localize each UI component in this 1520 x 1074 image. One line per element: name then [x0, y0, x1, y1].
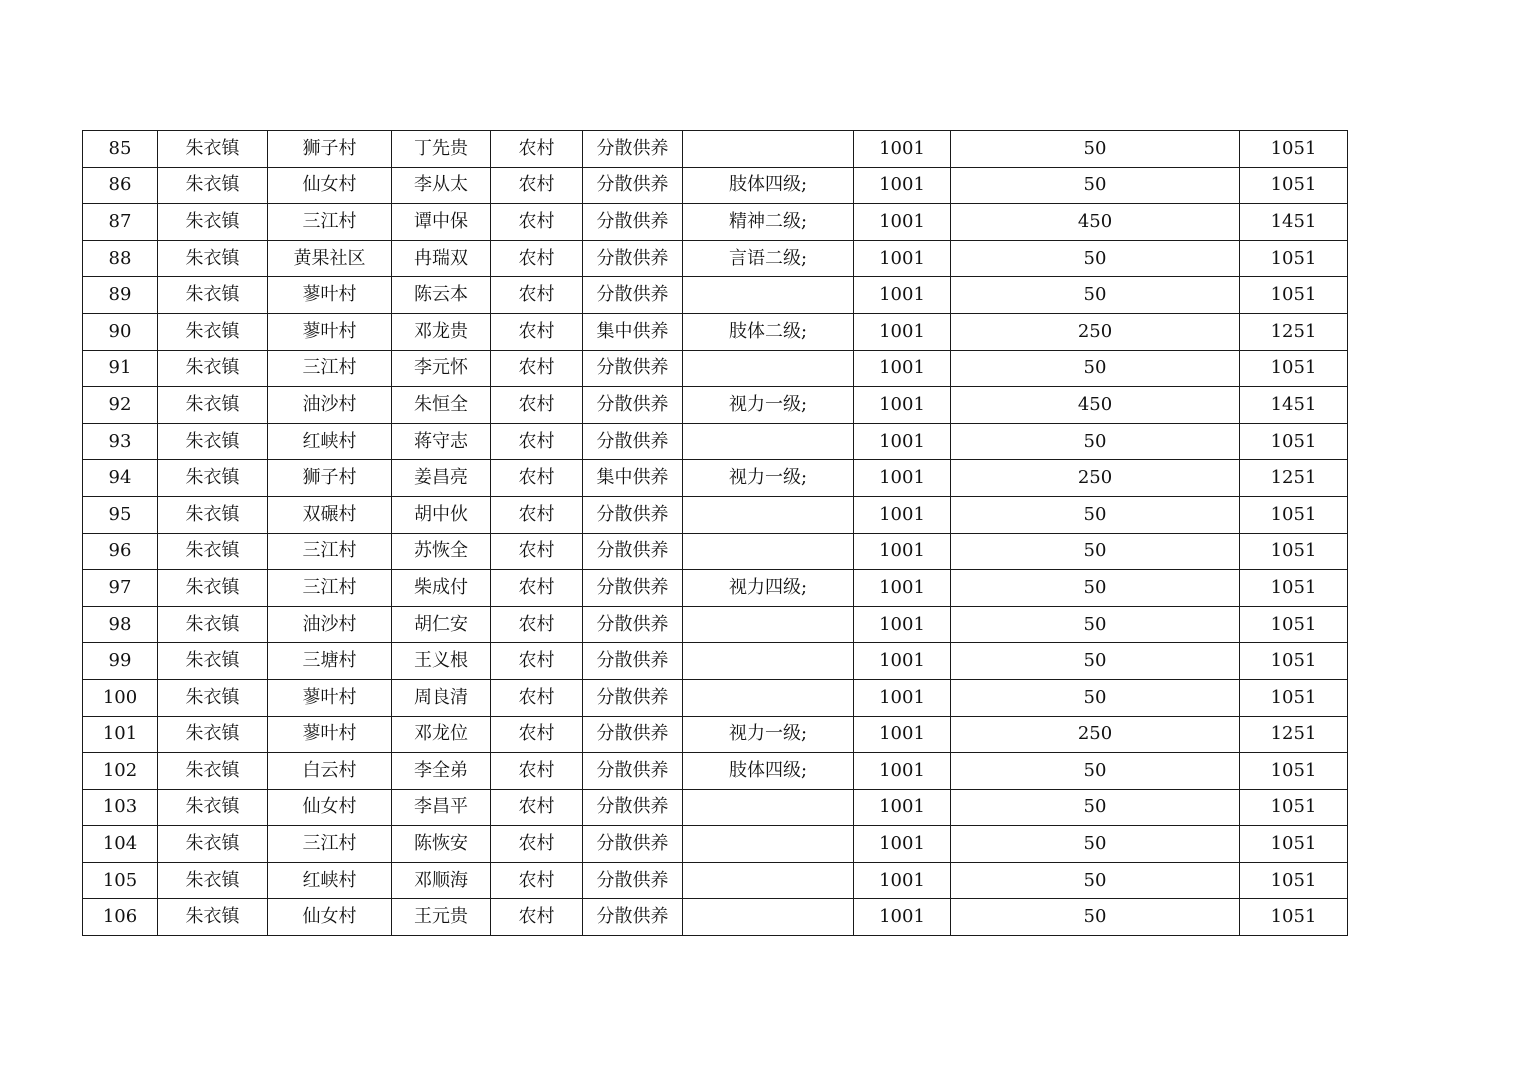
amount-2-cell: 50 — [951, 423, 1240, 460]
disability-level-cell — [683, 496, 854, 533]
total-amount-cell: 1051 — [1240, 606, 1348, 643]
disability-level-cell — [683, 862, 854, 899]
village-cell: 蓼叶村 — [268, 716, 392, 753]
amount-2-cell: 50 — [951, 862, 1240, 899]
household-type-cell: 农村 — [491, 387, 583, 424]
support-type-cell: 分散供养 — [583, 131, 683, 168]
town-cell: 朱衣镇 — [158, 789, 268, 826]
town-cell: 朱衣镇 — [158, 313, 268, 350]
village-cell: 仙女村 — [268, 789, 392, 826]
total-amount-cell: 1051 — [1240, 350, 1348, 387]
serial-number-cell: 89 — [83, 277, 158, 314]
total-amount-cell: 1051 — [1240, 496, 1348, 533]
amount-2-cell: 50 — [951, 643, 1240, 680]
disability-level-cell — [683, 679, 854, 716]
table-body — [83, 131, 1348, 936]
serial-number-cell: 90 — [83, 313, 158, 350]
support-type-cell: 分散供养 — [583, 570, 683, 607]
town-cell: 朱衣镇 — [158, 204, 268, 241]
serial-number-cell: 97 — [83, 570, 158, 607]
name-cell: 邓顺海 — [392, 862, 491, 899]
serial-number-cell: 91 — [83, 350, 158, 387]
disability-level-cell — [683, 826, 854, 863]
support-type-cell: 分散供养 — [583, 789, 683, 826]
amount-2-cell: 50 — [951, 533, 1240, 570]
village-cell: 黄果社区 — [268, 240, 392, 277]
serial-number-cell: 86 — [83, 167, 158, 204]
disability-level-cell — [683, 131, 854, 168]
disability-level-cell — [683, 899, 854, 936]
support-type-cell: 分散供养 — [583, 826, 683, 863]
table-row — [83, 204, 1348, 241]
village-cell: 狮子村 — [268, 131, 392, 168]
household-type-cell: 农村 — [491, 313, 583, 350]
disability-level-cell — [683, 643, 854, 680]
amount-1-cell: 1001 — [854, 387, 951, 424]
village-cell: 仙女村 — [268, 899, 392, 936]
support-type-cell: 分散供养 — [583, 899, 683, 936]
disability-level-cell: 肢体二级; — [683, 313, 854, 350]
disability-level-cell — [683, 533, 854, 570]
support-type-cell: 分散供养 — [583, 606, 683, 643]
household-type-cell: 农村 — [491, 277, 583, 314]
town-cell: 朱衣镇 — [158, 826, 268, 863]
name-cell: 王义根 — [392, 643, 491, 680]
table-row — [83, 570, 1348, 607]
town-cell: 朱衣镇 — [158, 240, 268, 277]
table-row — [83, 789, 1348, 826]
serial-number-cell: 101 — [83, 716, 158, 753]
disability-level-cell: 肢体四级; — [683, 753, 854, 790]
village-cell: 蓼叶村 — [268, 313, 392, 350]
amount-2-cell: 50 — [951, 826, 1240, 863]
town-cell: 朱衣镇 — [158, 899, 268, 936]
amount-2-cell: 250 — [951, 716, 1240, 753]
table-row — [83, 679, 1348, 716]
household-type-cell: 农村 — [491, 716, 583, 753]
amount-2-cell: 50 — [951, 350, 1240, 387]
table-row — [83, 167, 1348, 204]
amount-2-cell: 250 — [951, 460, 1240, 497]
disability-level-cell: 视力四级; — [683, 570, 854, 607]
amount-2-cell: 50 — [951, 277, 1240, 314]
name-cell: 李昌平 — [392, 789, 491, 826]
amount-1-cell: 1001 — [854, 131, 951, 168]
disability-level-cell — [683, 350, 854, 387]
village-cell: 蓼叶村 — [268, 277, 392, 314]
table-row — [83, 643, 1348, 680]
data-table — [82, 130, 1348, 936]
village-cell: 三江村 — [268, 350, 392, 387]
support-type-cell: 分散供养 — [583, 496, 683, 533]
amount-2-cell: 50 — [951, 899, 1240, 936]
total-amount-cell: 1051 — [1240, 423, 1348, 460]
amount-1-cell: 1001 — [854, 643, 951, 680]
total-amount-cell: 1051 — [1240, 679, 1348, 716]
amount-1-cell: 1001 — [854, 679, 951, 716]
household-type-cell: 农村 — [491, 240, 583, 277]
disability-level-cell: 视力一级; — [683, 716, 854, 753]
total-amount-cell: 1051 — [1240, 277, 1348, 314]
name-cell: 陈恢安 — [392, 826, 491, 863]
village-cell: 蓼叶村 — [268, 679, 392, 716]
serial-number-cell: 102 — [83, 753, 158, 790]
name-cell: 苏恢全 — [392, 533, 491, 570]
table-row — [83, 533, 1348, 570]
table-row — [83, 753, 1348, 790]
name-cell: 冉瑞双 — [392, 240, 491, 277]
name-cell: 李元怀 — [392, 350, 491, 387]
total-amount-cell: 1051 — [1240, 826, 1348, 863]
village-cell: 三塘村 — [268, 643, 392, 680]
serial-number-cell: 92 — [83, 387, 158, 424]
household-type-cell: 农村 — [491, 570, 583, 607]
household-type-cell: 农村 — [491, 753, 583, 790]
name-cell: 周良清 — [392, 679, 491, 716]
serial-number-cell: 88 — [83, 240, 158, 277]
household-type-cell: 农村 — [491, 131, 583, 168]
serial-number-cell: 105 — [83, 862, 158, 899]
disability-level-cell: 视力一级; — [683, 387, 854, 424]
table-row — [83, 496, 1348, 533]
town-cell: 朱衣镇 — [158, 606, 268, 643]
support-type-cell: 分散供养 — [583, 423, 683, 460]
serial-number-cell: 87 — [83, 204, 158, 241]
amount-2-cell: 50 — [951, 570, 1240, 607]
amount-2-cell: 50 — [951, 789, 1240, 826]
total-amount-cell: 1251 — [1240, 460, 1348, 497]
household-type-cell: 农村 — [491, 204, 583, 241]
support-type-cell: 分散供养 — [583, 204, 683, 241]
household-type-cell: 农村 — [491, 826, 583, 863]
amount-1-cell: 1001 — [854, 240, 951, 277]
household-type-cell: 农村 — [491, 423, 583, 460]
serial-number-cell: 93 — [83, 423, 158, 460]
table-row — [83, 460, 1348, 497]
total-amount-cell: 1051 — [1240, 131, 1348, 168]
amount-1-cell: 1001 — [854, 313, 951, 350]
total-amount-cell: 1051 — [1240, 753, 1348, 790]
support-type-cell: 分散供养 — [583, 167, 683, 204]
amount-1-cell: 1001 — [854, 826, 951, 863]
amount-1-cell: 1001 — [854, 570, 951, 607]
support-type-cell: 分散供养 — [583, 277, 683, 314]
village-cell: 双碾村 — [268, 496, 392, 533]
household-type-cell: 农村 — [491, 496, 583, 533]
household-type-cell: 农村 — [491, 679, 583, 716]
town-cell: 朱衣镇 — [158, 167, 268, 204]
support-type-cell: 分散供养 — [583, 533, 683, 570]
table-row — [83, 131, 1348, 168]
serial-number-cell: 85 — [83, 131, 158, 168]
town-cell: 朱衣镇 — [158, 350, 268, 387]
table-row — [83, 716, 1348, 753]
household-type-cell: 农村 — [491, 789, 583, 826]
name-cell: 朱恒全 — [392, 387, 491, 424]
name-cell: 柴成付 — [392, 570, 491, 607]
town-cell: 朱衣镇 — [158, 423, 268, 460]
town-cell: 朱衣镇 — [158, 277, 268, 314]
total-amount-cell: 1051 — [1240, 570, 1348, 607]
total-amount-cell: 1051 — [1240, 240, 1348, 277]
table-row — [83, 606, 1348, 643]
table-row — [83, 313, 1348, 350]
serial-number-cell: 103 — [83, 789, 158, 826]
support-type-cell: 集中供养 — [583, 313, 683, 350]
disability-level-cell: 肢体四级; — [683, 167, 854, 204]
total-amount-cell: 1051 — [1240, 862, 1348, 899]
name-cell: 王元贵 — [392, 899, 491, 936]
name-cell: 谭中保 — [392, 204, 491, 241]
disability-level-cell: 精神二级; — [683, 204, 854, 241]
total-amount-cell: 1451 — [1240, 204, 1348, 241]
name-cell: 胡中伙 — [392, 496, 491, 533]
village-cell: 三江村 — [268, 204, 392, 241]
support-type-cell: 集中供养 — [583, 460, 683, 497]
town-cell: 朱衣镇 — [158, 570, 268, 607]
amount-2-cell: 50 — [951, 240, 1240, 277]
table-row — [83, 899, 1348, 936]
amount-1-cell: 1001 — [854, 167, 951, 204]
village-cell: 三江村 — [268, 570, 392, 607]
village-cell: 仙女村 — [268, 167, 392, 204]
amount-2-cell: 50 — [951, 131, 1240, 168]
town-cell: 朱衣镇 — [158, 131, 268, 168]
amount-1-cell: 1001 — [854, 460, 951, 497]
household-type-cell: 农村 — [491, 533, 583, 570]
support-type-cell: 分散供养 — [583, 240, 683, 277]
table-row — [83, 350, 1348, 387]
total-amount-cell: 1451 — [1240, 387, 1348, 424]
town-cell: 朱衣镇 — [158, 643, 268, 680]
support-type-cell: 分散供养 — [583, 387, 683, 424]
village-cell: 油沙村 — [268, 606, 392, 643]
amount-1-cell: 1001 — [854, 533, 951, 570]
total-amount-cell: 1051 — [1240, 533, 1348, 570]
village-cell: 三江村 — [268, 826, 392, 863]
support-type-cell: 分散供养 — [583, 350, 683, 387]
amount-1-cell: 1001 — [854, 496, 951, 533]
table-row — [83, 240, 1348, 277]
disability-level-cell — [683, 423, 854, 460]
disability-level-cell: 视力一级; — [683, 460, 854, 497]
disability-level-cell: 言语二级; — [683, 240, 854, 277]
serial-number-cell: 99 — [83, 643, 158, 680]
table-row — [83, 423, 1348, 460]
serial-number-cell: 106 — [83, 899, 158, 936]
household-type-cell: 农村 — [491, 606, 583, 643]
serial-number-cell: 98 — [83, 606, 158, 643]
village-cell: 白云村 — [268, 753, 392, 790]
table-row — [83, 862, 1348, 899]
name-cell: 李从太 — [392, 167, 491, 204]
support-type-cell: 分散供养 — [583, 753, 683, 790]
town-cell: 朱衣镇 — [158, 387, 268, 424]
village-cell: 狮子村 — [268, 460, 392, 497]
support-type-cell: 分散供养 — [583, 679, 683, 716]
serial-number-cell: 104 — [83, 826, 158, 863]
serial-number-cell: 95 — [83, 496, 158, 533]
household-type-cell: 农村 — [491, 460, 583, 497]
town-cell: 朱衣镇 — [158, 496, 268, 533]
table-row — [83, 387, 1348, 424]
support-type-cell: 分散供养 — [583, 716, 683, 753]
household-type-cell: 农村 — [491, 643, 583, 680]
amount-2-cell: 50 — [951, 679, 1240, 716]
disability-level-cell — [683, 277, 854, 314]
town-cell: 朱衣镇 — [158, 716, 268, 753]
amount-2-cell: 450 — [951, 204, 1240, 241]
amount-2-cell: 250 — [951, 313, 1240, 350]
amount-1-cell: 1001 — [854, 423, 951, 460]
total-amount-cell: 1251 — [1240, 313, 1348, 350]
village-cell: 三江村 — [268, 533, 392, 570]
name-cell: 丁先贵 — [392, 131, 491, 168]
name-cell: 姜昌亮 — [392, 460, 491, 497]
amount-1-cell: 1001 — [854, 716, 951, 753]
total-amount-cell: 1051 — [1240, 899, 1348, 936]
town-cell: 朱衣镇 — [158, 679, 268, 716]
household-type-cell: 农村 — [491, 167, 583, 204]
total-amount-cell: 1051 — [1240, 789, 1348, 826]
name-cell: 李全弟 — [392, 753, 491, 790]
disability-level-cell — [683, 606, 854, 643]
serial-number-cell: 94 — [83, 460, 158, 497]
town-cell: 朱衣镇 — [158, 533, 268, 570]
amount-1-cell: 1001 — [854, 789, 951, 826]
table-row — [83, 826, 1348, 863]
amount-1-cell: 1001 — [854, 277, 951, 314]
serial-number-cell: 96 — [83, 533, 158, 570]
name-cell: 胡仁安 — [392, 606, 491, 643]
amount-1-cell: 1001 — [854, 862, 951, 899]
name-cell: 邓龙贵 — [392, 313, 491, 350]
amount-1-cell: 1001 — [854, 350, 951, 387]
amount-1-cell: 1001 — [854, 204, 951, 241]
table-row — [83, 277, 1348, 314]
household-type-cell: 农村 — [491, 899, 583, 936]
serial-number-cell: 100 — [83, 679, 158, 716]
support-type-cell: 分散供养 — [583, 643, 683, 680]
town-cell: 朱衣镇 — [158, 460, 268, 497]
amount-2-cell: 50 — [951, 606, 1240, 643]
town-cell: 朱衣镇 — [158, 753, 268, 790]
total-amount-cell: 1051 — [1240, 643, 1348, 680]
name-cell: 陈云本 — [392, 277, 491, 314]
village-cell: 红峡村 — [268, 423, 392, 460]
amount-1-cell: 1001 — [854, 899, 951, 936]
village-cell: 油沙村 — [268, 387, 392, 424]
support-type-cell: 分散供养 — [583, 862, 683, 899]
amount-2-cell: 50 — [951, 167, 1240, 204]
total-amount-cell: 1051 — [1240, 167, 1348, 204]
amount-1-cell: 1001 — [854, 606, 951, 643]
total-amount-cell: 1251 — [1240, 716, 1348, 753]
household-type-cell: 农村 — [491, 350, 583, 387]
amount-2-cell: 50 — [951, 496, 1240, 533]
town-cell: 朱衣镇 — [158, 862, 268, 899]
name-cell: 邓龙位 — [392, 716, 491, 753]
household-type-cell: 农村 — [491, 862, 583, 899]
amount-2-cell: 450 — [951, 387, 1240, 424]
village-cell: 红峡村 — [268, 862, 392, 899]
name-cell: 蒋守志 — [392, 423, 491, 460]
disability-level-cell — [683, 789, 854, 826]
amount-2-cell: 50 — [951, 753, 1240, 790]
amount-1-cell: 1001 — [854, 753, 951, 790]
